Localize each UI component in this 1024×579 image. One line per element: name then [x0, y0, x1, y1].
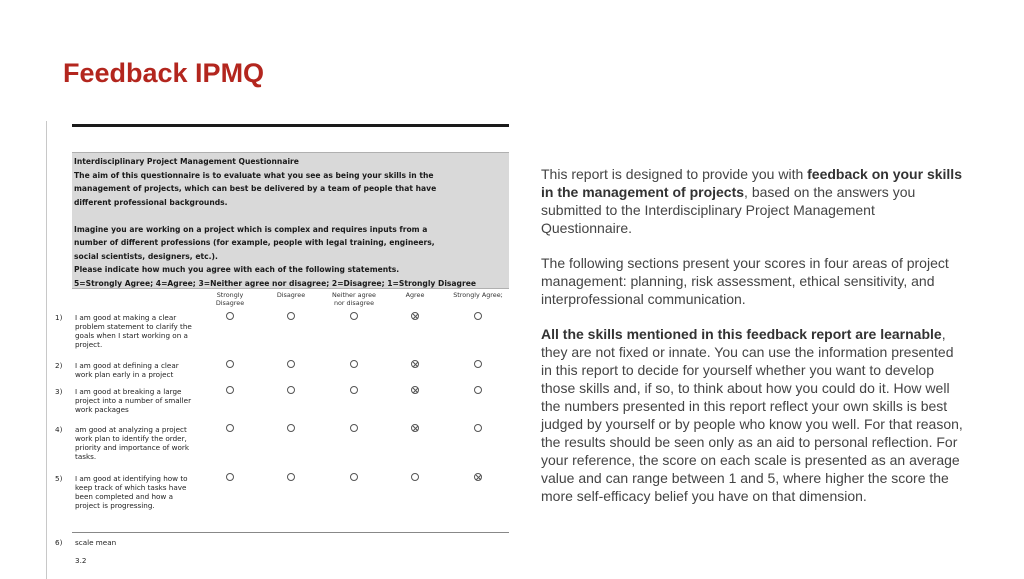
- questionnaire-document: [46, 121, 513, 579]
- radio-neither[interactable]: [350, 312, 358, 320]
- radio-disagree[interactable]: [287, 386, 295, 394]
- report-intro-text-end: , based on the answers you submitted to the Interdisciplinary Project Management Questionnaire.: [541, 184, 916, 236]
- header-line: Interdisciplinary Project Management Questionnaire: [74, 157, 299, 166]
- column-header-line: Disagree: [276, 291, 306, 299]
- report-paragraph-learnable: [541, 325, 966, 505]
- radio-strongly-agree[interactable]: [474, 312, 482, 320]
- document-top-rule: [72, 124, 509, 127]
- question-text-line: work packages: [75, 405, 129, 414]
- column-header-agree: [387, 291, 443, 299]
- question-number: 1): [55, 313, 63, 322]
- radio-strongly-disagree[interactable]: [226, 424, 234, 432]
- column-header-line: nor disagree: [333, 299, 375, 307]
- radio-neither[interactable]: [350, 424, 358, 432]
- question-number: 3): [55, 387, 63, 396]
- header-line: management of projects, which can best be delivered by a team of people that have: [74, 184, 437, 193]
- radio-strongly-agree[interactable]: [474, 360, 482, 368]
- header-line: Please indicate how much you agree with each of the following statements.: [74, 265, 400, 274]
- radio-strongly-disagree[interactable]: [226, 386, 234, 394]
- report-learnable-bold: All the skills mentioned in this feedback report are learnable: [541, 326, 942, 342]
- header-line: social scientists, designers, etc.).: [74, 251, 218, 261]
- question-text-line: project is progressing.: [75, 501, 155, 510]
- column-header-line: Disagree: [215, 299, 245, 307]
- report-intro-text: This report is designed to provide you with: [541, 166, 808, 182]
- question-text-line: priority and importance of work: [75, 443, 189, 452]
- radio-strongly-disagree[interactable]: [226, 360, 234, 368]
- radio-selected-agree[interactable]: [411, 312, 419, 320]
- column-header-neither: [326, 291, 382, 307]
- radio-strongly-disagree[interactable]: [226, 473, 234, 481]
- radio-selected-agree[interactable]: [411, 360, 419, 368]
- question-text-line: project into a number of smaller: [75, 396, 192, 405]
- radio-selected-agree[interactable]: [411, 424, 419, 432]
- column-header-strongly-agree: [450, 291, 506, 299]
- question-text-line: I am good at defining a clear: [75, 361, 179, 370]
- header-blank-line: [74, 209, 507, 223]
- column-header-line: Strongly: [216, 291, 244, 299]
- radio-neither[interactable]: [350, 360, 358, 368]
- header-line: The aim of this questionnaire is to evaluate what you see as being your skills in the: [74, 170, 434, 180]
- column-header-strongly-disagree: [202, 291, 258, 307]
- report-paragraph-intro: [541, 165, 966, 237]
- question-text-line: keep track of which tasks have: [75, 483, 187, 492]
- radio-disagree[interactable]: [287, 312, 295, 320]
- header-line: different professional backgrounds.: [74, 197, 228, 207]
- report-intro-bold: feedback on your skills in the management of projects: [541, 166, 962, 200]
- question-text-line: goals when I start working on a: [75, 331, 188, 340]
- questionnaire-header: [72, 152, 509, 289]
- report-learnable-text: , they are not fixed or innate. You can use the information presented in this report to decide for yourself whether you want to develop those skills and, if so, to think about how you could do it. How well the numbers presented in this report reflect your own skills is best judged by yourself or by people who know you well. For that reason, the results should be seen only as an aid to personal reflection. For your reference, the score on each scale is presented as an average value and can range between 1 and 5, where higher the score the more self-efficacy belief you have on that dimension.: [541, 326, 963, 504]
- question-text-line: am good at analyzing a project: [75, 425, 187, 434]
- radio-neither[interactable]: [350, 386, 358, 394]
- column-header-line: Neither agree: [332, 291, 376, 299]
- question-text-line: I am good at making a clear: [75, 313, 177, 322]
- radio-strongly-agree[interactable]: [474, 424, 482, 432]
- radio-disagree[interactable]: [287, 360, 295, 368]
- radio-selected-strongly-agree[interactable]: [474, 473, 482, 481]
- radio-agree[interactable]: [411, 473, 419, 481]
- question-text: [75, 361, 207, 379]
- question-text-line: project.: [75, 340, 103, 349]
- question-text-line: been completed and how a: [75, 492, 173, 501]
- radio-selected-agree[interactable]: [411, 386, 419, 394]
- question-text-line: problem statement to clarify the: [75, 322, 192, 331]
- question-text: [75, 313, 207, 349]
- question-number: 2): [55, 361, 63, 370]
- radio-strongly-disagree[interactable]: [226, 312, 234, 320]
- question-text-line: tasks.: [75, 452, 97, 461]
- header-line: Imagine you are working on a project which is complex and requires inputs from a: [74, 224, 428, 234]
- question-number: 4): [55, 425, 63, 434]
- column-header-disagree: [263, 291, 319, 299]
- question-text: [75, 387, 207, 414]
- question-number: 5): [55, 474, 63, 483]
- question-text: [75, 474, 207, 510]
- report-text: [541, 165, 966, 522]
- question-text-line: I am good at breaking a large: [75, 387, 182, 396]
- report-paragraph-areas: The following sections present your scores in four areas of project management: planning, risk assessment, ethical sensitivity, and interprofessional communication.: [541, 255, 949, 307]
- radio-strongly-agree[interactable]: [474, 386, 482, 394]
- scale-mean-value: 3.2: [75, 556, 87, 565]
- slide-title: Feedback IPMQ: [63, 58, 265, 88]
- scale-label: scale mean: [75, 538, 117, 547]
- scale-separator: [72, 532, 509, 533]
- column-header-line: Strongly Agree;: [453, 291, 503, 299]
- radio-neither[interactable]: [350, 473, 358, 481]
- header-line: 5=Strongly Agree; 4=Agree; 3=Neither agree nor disagree; 2=Disagree; 1=Strongly Disagree: [74, 278, 477, 288]
- scale-number: 6): [55, 538, 63, 547]
- column-header-line: Agree: [405, 291, 425, 299]
- header-line: number of different professions (for example, people with legal training, engineers,: [74, 238, 435, 247]
- question-text: [75, 425, 207, 461]
- question-text-line: work plan to identify the order,: [75, 434, 187, 443]
- radio-disagree[interactable]: [287, 424, 295, 432]
- question-text-line: work plan early in a project: [75, 370, 174, 379]
- radio-disagree[interactable]: [287, 473, 295, 481]
- question-text-line: I am good at identifying how to: [75, 474, 188, 483]
